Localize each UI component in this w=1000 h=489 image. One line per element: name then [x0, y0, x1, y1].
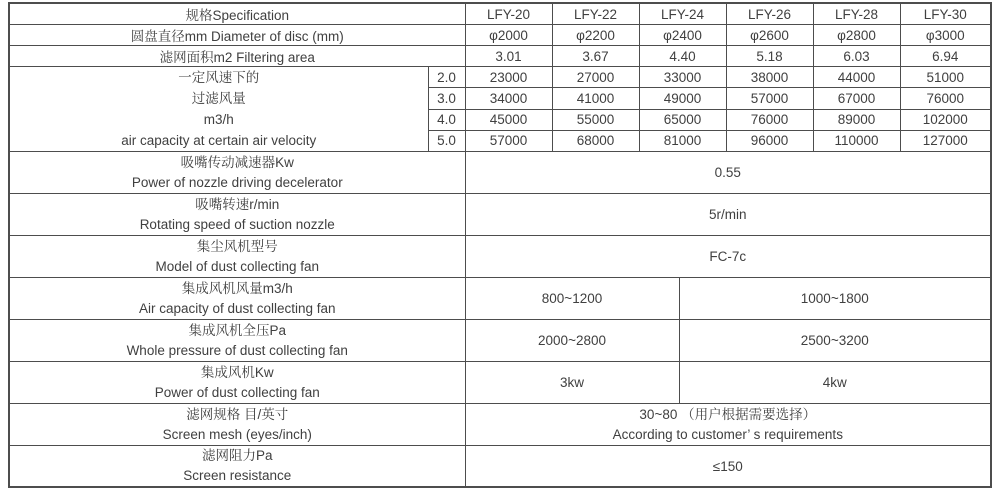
diameter-value: φ2600: [726, 25, 813, 46]
label-zh: 滤网阻力Pa: [202, 448, 273, 463]
label-en: Model of dust collecting fan: [155, 258, 320, 274]
label-en: Power of dust collecting fan: [154, 384, 320, 400]
capacity-value: 81000: [639, 130, 726, 151]
diameter-value: φ2000: [465, 25, 552, 46]
area-value: 3.67: [552, 46, 639, 67]
label-en: Screen mesh (eyes/inch): [162, 426, 312, 442]
capacity-value: 110000: [813, 130, 900, 151]
fan-model-row: [9, 236, 991, 278]
diameter-label: 圆盘直径mm Diameter of disc (mm): [9, 25, 465, 46]
fan-power-right-value: 4kw: [679, 362, 991, 404]
label-zh: 集成风机全压Pa: [188, 322, 287, 338]
air-capacity-label-line: 一定风速下的: [178, 70, 260, 85]
diameter-value: φ2800: [813, 25, 900, 46]
capacity-value: 127000: [900, 130, 991, 151]
screen-mesh-value-en: According to customer’ s requirements: [612, 426, 843, 442]
capacity-value: 96000: [726, 130, 813, 151]
fan-pressure-right-value: 2500~3200: [679, 320, 991, 362]
diameter-value: φ3000: [900, 25, 991, 46]
area-row: [9, 46, 991, 67]
model-cell: LFY-26: [726, 3, 813, 25]
rotation-speed-value: 5r/min: [465, 194, 991, 236]
screen-mesh-row: [9, 404, 991, 446]
capacity-value: 67000: [813, 88, 900, 109]
capacity-value: 34000: [465, 88, 552, 109]
capacity-value: 41000: [552, 88, 639, 109]
diameter-row: [9, 25, 991, 46]
capacity-value: 44000: [813, 67, 900, 88]
screen-mesh-value-zh: 30~80 （用户根据需要选择）: [639, 406, 817, 422]
capacity-value: 27000: [552, 67, 639, 88]
fan-pressure-label: [9, 320, 465, 362]
capacity-value: 45000: [465, 109, 552, 130]
air-capacity-label-line: air capacity at certain air velocity: [121, 133, 317, 148]
fan-pressure-left-value: 2000~2800: [465, 320, 679, 362]
area-label: 滤网面积m2 Filtering area: [9, 46, 465, 67]
velocity-cell: 4.0: [428, 109, 465, 130]
fan-power-row: [9, 362, 991, 404]
decelerator-label: [9, 152, 465, 194]
capacity-value: 89000: [813, 109, 900, 130]
diameter-value: φ2200: [552, 25, 639, 46]
area-value: 5.18: [726, 46, 813, 67]
velocity-cell: 3.0: [428, 88, 465, 109]
label-zh: 集成风机Kw: [200, 364, 274, 380]
fan-power-label: [9, 362, 465, 404]
air-capacity-label-line: m3/h: [203, 112, 234, 127]
capacity-value: 68000: [552, 130, 639, 151]
model-cell: LFY-30: [900, 3, 991, 25]
model-cell: LFY-28: [813, 3, 900, 25]
air-capacity-row: [9, 67, 991, 88]
screen-mesh-value: [465, 404, 991, 446]
fan-air-capacity-right-value: 1000~1800: [679, 278, 991, 320]
rotation-speed-row: [9, 194, 991, 236]
model-cell: LFY-22: [552, 3, 639, 25]
area-value: 4.40: [639, 46, 726, 67]
label-zh: 吸嘴传动减速器Kw: [180, 154, 294, 170]
decelerator-value: 0.55: [465, 152, 991, 194]
fan-air-capacity-left-value: 800~1200: [465, 278, 679, 320]
label-zh: 吸嘴转速r/min: [195, 196, 280, 212]
area-value: 6.94: [900, 46, 991, 67]
fan-air-capacity-row: [9, 278, 991, 320]
screen-mesh-label: [9, 404, 465, 446]
capacity-value: 49000: [639, 88, 726, 109]
rotation-speed-label: [9, 194, 465, 236]
fan-air-capacity-label: [9, 278, 465, 320]
decelerator-row: [9, 152, 991, 194]
label-zh: 集尘风机型号: [196, 238, 278, 254]
fan-model-label: [9, 236, 465, 278]
capacity-value: 102000: [900, 109, 991, 130]
capacity-value: 55000: [552, 109, 639, 130]
capacity-value: 33000: [639, 67, 726, 88]
diameter-value: φ2400: [639, 25, 726, 46]
model-cell: LFY-24: [639, 3, 726, 25]
screen-resistance-row: [9, 446, 991, 488]
label-en: Air capacity of dust collecting fan: [138, 300, 336, 316]
specification-table: [8, 2, 992, 488]
capacity-value: 57000: [465, 130, 552, 151]
fan-model-value: FC-7c: [465, 236, 991, 278]
label-en: Whole pressure of dust collecting fan: [126, 342, 348, 358]
spec-header-label: 规格Specification: [9, 3, 465, 25]
capacity-value: 76000: [726, 109, 813, 130]
model-cell: LFY-20: [465, 3, 552, 25]
capacity-value: 23000: [465, 67, 552, 88]
air-capacity-label: [9, 67, 428, 152]
screen-resistance-value: ≤150: [465, 446, 991, 488]
label-zh: 集成风机风量m3/h: [181, 280, 293, 296]
label-en: Rotating speed of suction nozzle: [139, 216, 335, 232]
fan-power-left-value: 3kw: [465, 362, 679, 404]
header-row: [9, 3, 991, 25]
label-zh: 滤网规格 目/英寸: [186, 406, 289, 422]
label-en: Power of nozzle driving decelerator: [131, 174, 343, 190]
screen-resistance-label: [9, 446, 465, 488]
capacity-value: 57000: [726, 88, 813, 109]
label-en: Screen resistance: [183, 468, 292, 483]
area-value: 6.03: [813, 46, 900, 67]
velocity-cell: 2.0: [428, 67, 465, 88]
capacity-value: 76000: [900, 88, 991, 109]
capacity-value: 65000: [639, 109, 726, 130]
fan-pressure-row: [9, 320, 991, 362]
area-value: 3.01: [465, 46, 552, 67]
capacity-value: 38000: [726, 67, 813, 88]
velocity-cell: 5.0: [428, 130, 465, 151]
capacity-value: 51000: [900, 67, 991, 88]
air-capacity-label-line: 过滤风量: [191, 91, 246, 106]
